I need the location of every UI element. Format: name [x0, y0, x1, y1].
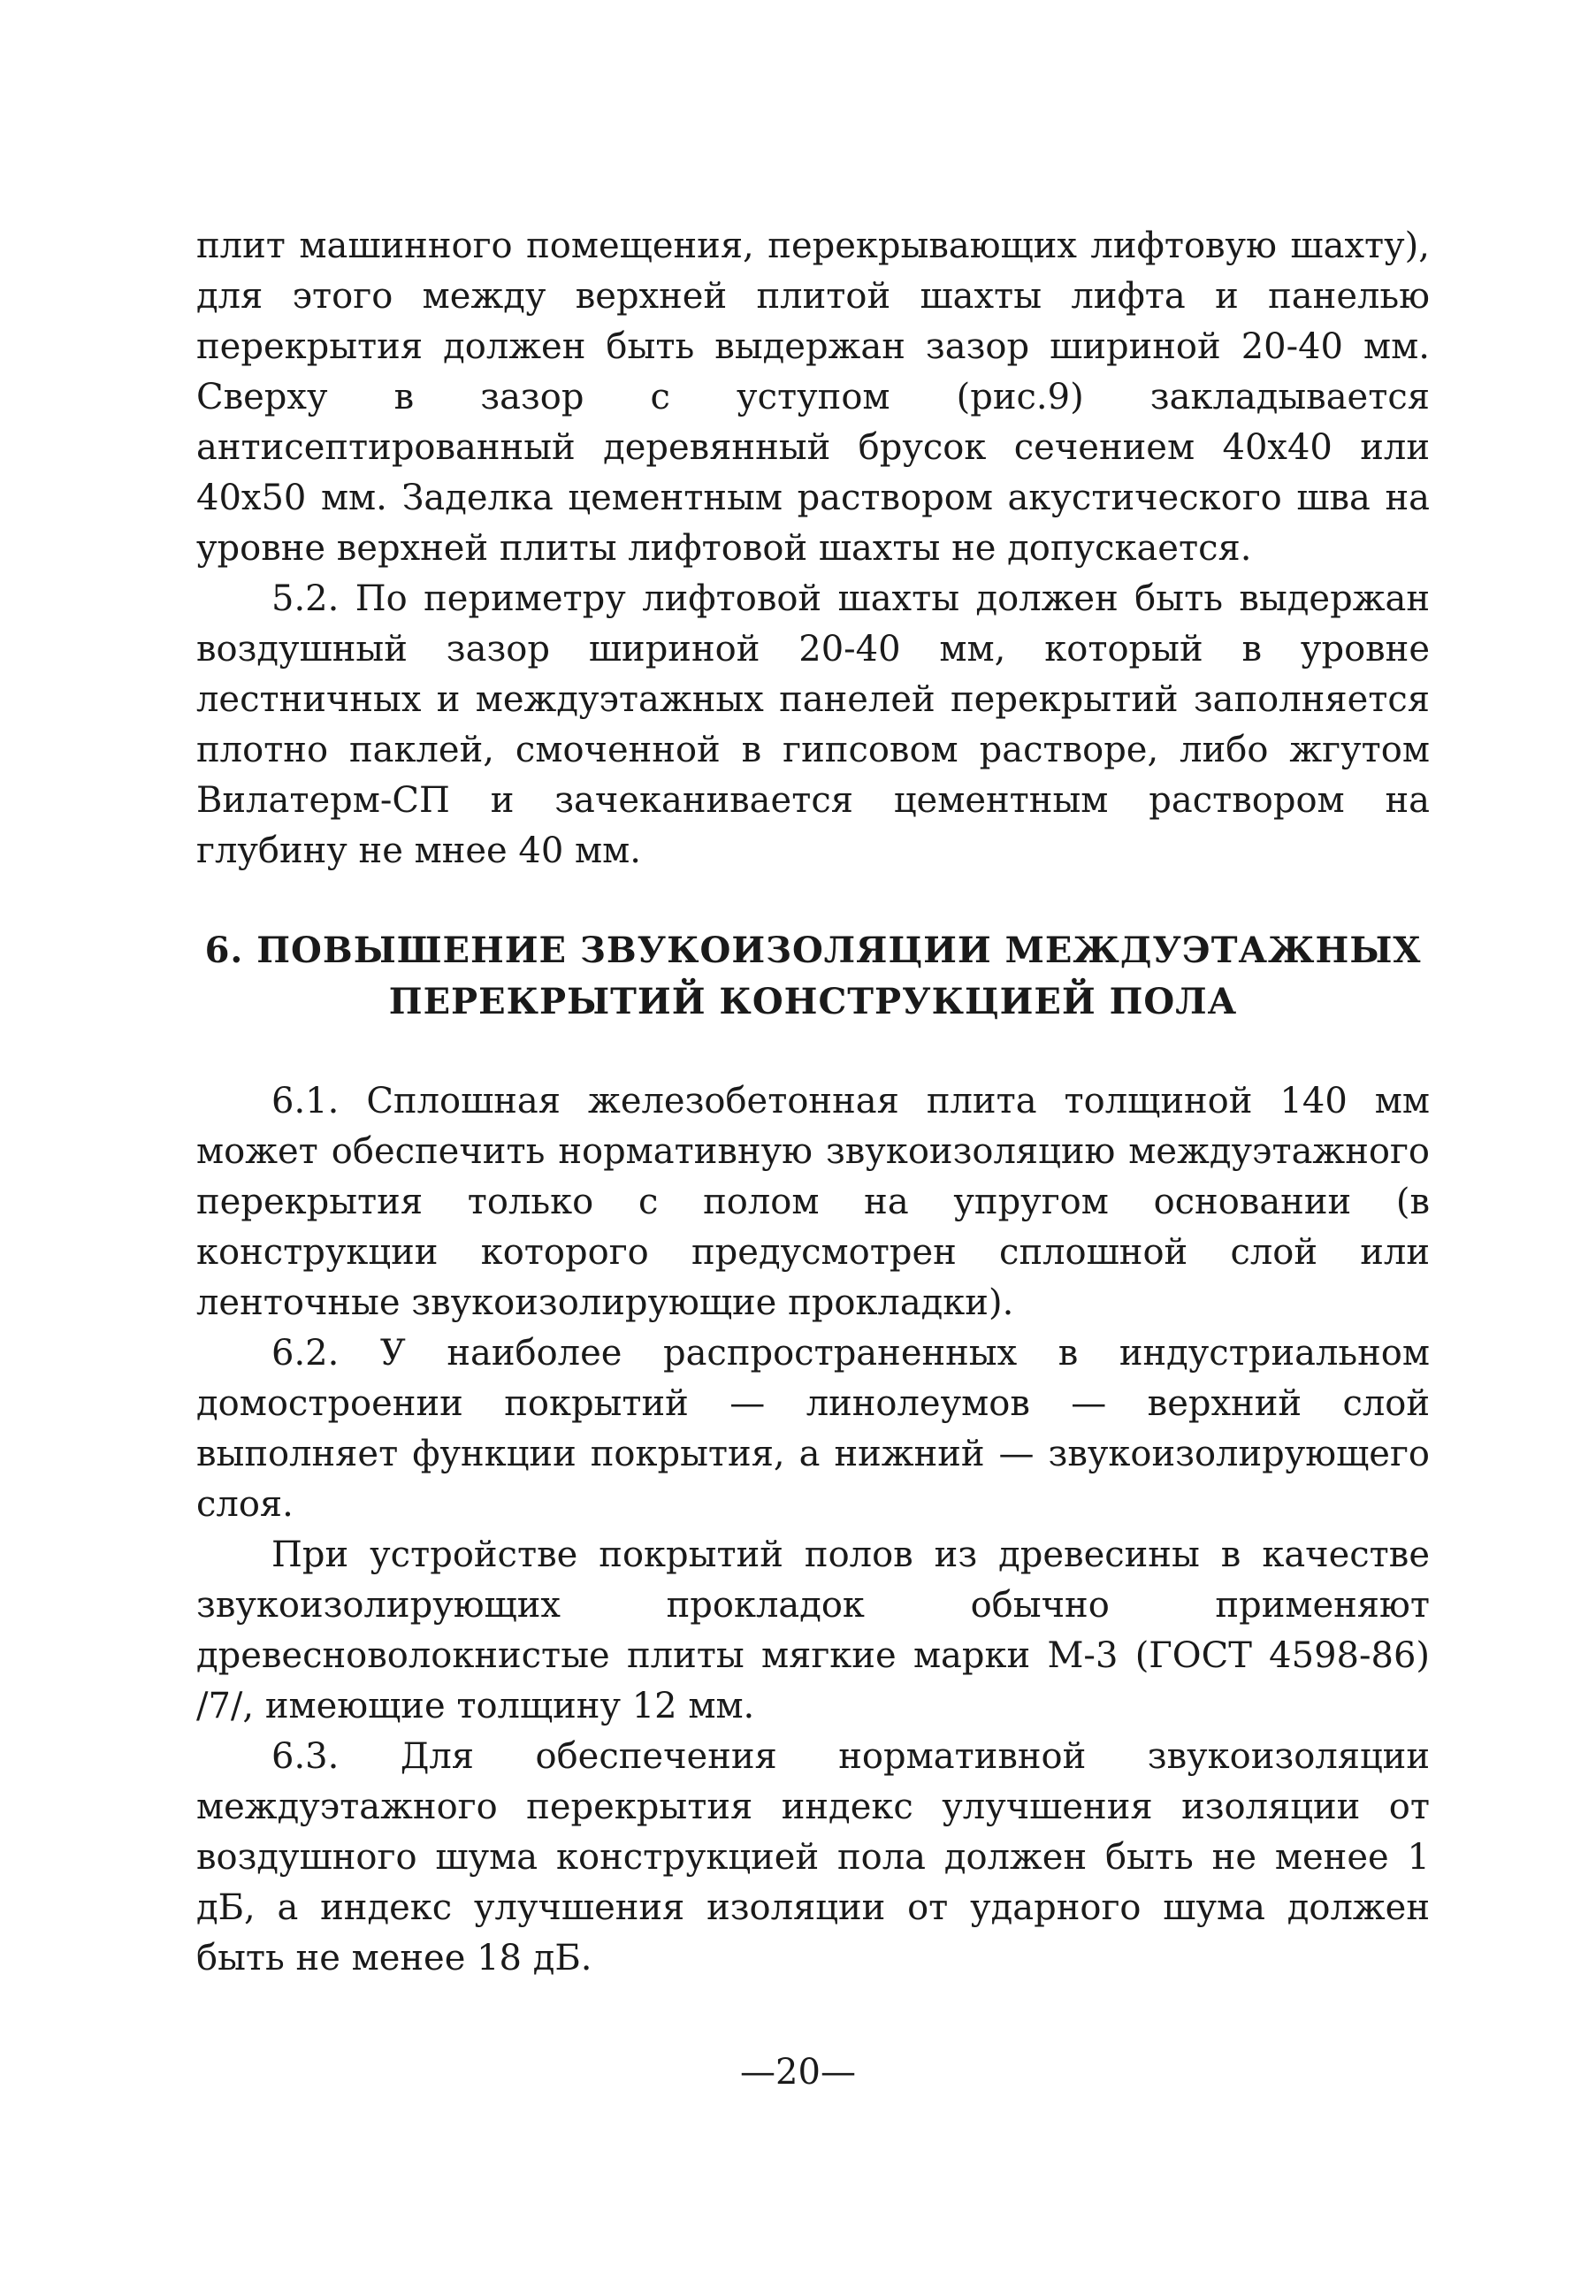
paragraph-5-2: 5.2. По периметру лифтовой шахты должен быть выдержан воздушный зазор шириной 20-40 мм, который в уровне лестничных и междуэтажных панелей перекрытий заполняется плотно паклей, смоченной в гипсовом растворе, либо жгутом Вилатерм-СП и зачеканивается цементным раствором на глубину не мнее 40 мм. — [196, 578, 1430, 871]
section-heading-line-2: ПЕРЕКРЫТИЙ КОНСТРУКЦИЕЙ ПОЛА — [388, 981, 1238, 1022]
document-page — [196, 221, 1430, 1984]
page-number: —20— — [740, 2052, 856, 2093]
paragraph-6-1: 6.1. Сплошная железобетонная плита толщиной 140 мм может обеспечить нормативную звукоизоляцию междуэтажного перекрытия только с полом на упругом основании (в конструкции которого предусмотрен сплошной слой или ленточные звукоизолирующие прокладки). — [196, 1081, 1430, 1323]
section-heading-6 — [196, 925, 1430, 1028]
paragraph-wood-floors: При устройстве покрытий полов из древесины в качестве звукоизолирующих прокладок обычно применяют древесноволокнистые плиты мягкие марки М-3 (ГОСТ 4598-86) /7/, имеющие толщину 12 мм. — [196, 1534, 1430, 1726]
paragraph-continuation: плит машинного помещения, перекрывающих лифтовую шахту), для этого между верхней плитой шахты лифта и панелью перекрытия должен быть выдержан зазор шириной 20-40 мм. Сверху в зазор с уступом (рис.9) закладывается антисептированный деревянный брусок сечением 40х40 или 40х50 мм. Заделка цементным раствором акустического шва на уровне верхней плиты лифтовой шахты не допускается. — [196, 226, 1430, 569]
paragraph-6-2: 6.2. У наиболее распространенных в индустриальном домостроении покрытий — линолеумов — верхний слой выполняет функции покрытия, а нижний — звукоизолирующего слоя. — [196, 1333, 1430, 1525]
section-heading-line-1: 6. ПОВЫШЕНИЕ ЗВУКОИЗОЛЯЦИИ МЕЖДУЭТАЖНЫХ — [204, 930, 1422, 971]
paragraph-6-3: 6.3. Для обеспечения нормативной звукоизоляции междуэтажного перекрытия индекс улучшения изоляции от воздушного шума конструкцией пола должен быть не менее 1 дБ, а индекс улучшения изоляции от ударного шума должен быть не менее 18 дБ. — [196, 1736, 1430, 1978]
